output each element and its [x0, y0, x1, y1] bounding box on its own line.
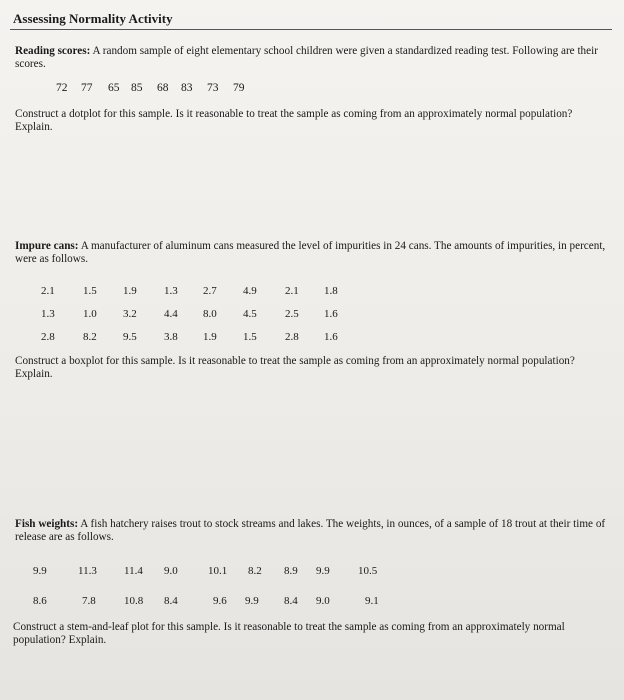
impurity-value: 1.3 [41, 308, 55, 320]
reading-intro [15, 45, 607, 71]
impurity-value: 4.4 [164, 308, 178, 320]
impurity-value: 1.5 [243, 331, 257, 343]
cans-text: A manufacturer of aluminum cans measured the level of impurities in 24 cans. The amounts of impurities, in percent, were as follows. [15, 240, 606, 265]
weight-value: 8.9 [284, 565, 298, 577]
weight-value: 9.9 [33, 565, 47, 577]
impurity-value: 4.5 [243, 308, 257, 320]
weight-value: 9.0 [164, 565, 178, 577]
weight-value: 10.5 [358, 565, 378, 577]
impurity-value: 2.8 [285, 331, 299, 343]
impurity-value: 1.6 [324, 331, 338, 343]
weight-value: 10.1 [208, 565, 228, 577]
impurity-value: 2.1 [285, 285, 299, 297]
score-value: 73 [207, 82, 219, 94]
cans-label: Impure cans: [15, 240, 79, 252]
weight-value: 9.6 [213, 595, 227, 607]
weight-value: 9.9 [245, 595, 259, 607]
impurity-value: 1.6 [324, 308, 338, 320]
weight-value: 8.6 [33, 595, 47, 607]
score-value: 77 [81, 82, 93, 94]
fish-label: Fish weights: [15, 518, 79, 530]
impurity-value: 3.2 [123, 308, 137, 320]
impurity-value: 3.8 [164, 331, 178, 343]
impurity-value: 1.5 [83, 285, 97, 297]
weight-value: 10.8 [124, 595, 144, 607]
weight-value: 8.2 [248, 565, 262, 577]
impurity-value: 1.0 [83, 308, 97, 320]
impurity-value: 9.5 [123, 331, 137, 343]
impurity-value: 2.8 [41, 331, 55, 343]
impurity-value: 1.9 [203, 331, 217, 343]
weight-value: 8.4 [284, 595, 298, 607]
impurity-value: 8.0 [203, 308, 217, 320]
impurity-value: 1.3 [164, 285, 178, 297]
weight-value: 9.0 [316, 595, 330, 607]
impurity-value: 4.9 [243, 285, 257, 297]
weight-value: 11.4 [124, 565, 143, 577]
reading-label: Reading scores: [15, 45, 91, 57]
impurity-value: 2.7 [203, 285, 217, 297]
reading-question: Construct a dotplot for this sample. Is it reasonable to treat the sample as coming from an approximately normal population? Explain. [15, 108, 573, 133]
impurity-value: 2.1 [41, 285, 55, 297]
weight-value: 9.1 [365, 595, 379, 607]
impurity-value: 2.5 [285, 308, 299, 320]
reading-text: A random sample of eight elementary school children were given a standardized reading test. Following are their scores. [15, 45, 598, 70]
cans-intro [15, 240, 615, 266]
title-underline [10, 29, 612, 30]
weight-value: 11.3 [78, 565, 97, 577]
weight-value: 7.8 [82, 595, 96, 607]
page-title: Assessing Normality Activity [13, 11, 173, 26]
score-value: 85 [131, 82, 143, 94]
impurity-value: 8.2 [83, 331, 97, 343]
score-value: 65 [108, 82, 120, 94]
score-value: 79 [233, 82, 245, 94]
score-value: 72 [56, 82, 68, 94]
weight-value: 9.9 [316, 565, 330, 577]
fish-question: Construct a stem-and-leaf plot for this sample. Is it reasonable to treat the sample as coming from an approximately normal population? Explain. [13, 621, 565, 646]
score-value: 68 [157, 82, 169, 94]
score-value: 83 [181, 82, 193, 94]
fish-text: A fish hatchery raises trout to stock streams and lakes. The weights, in ounces, of a sample of 18 trout at their time of release are as follows. [15, 518, 606, 543]
cans-question: Construct a boxplot for this sample. Is it reasonable to treat the sample as coming from an approximately normal population? Explain. [15, 355, 575, 380]
fish-intro [15, 518, 613, 544]
impurity-value: 1.9 [123, 285, 137, 297]
impurity-value: 1.8 [324, 285, 338, 297]
weight-value: 8.4 [164, 595, 178, 607]
